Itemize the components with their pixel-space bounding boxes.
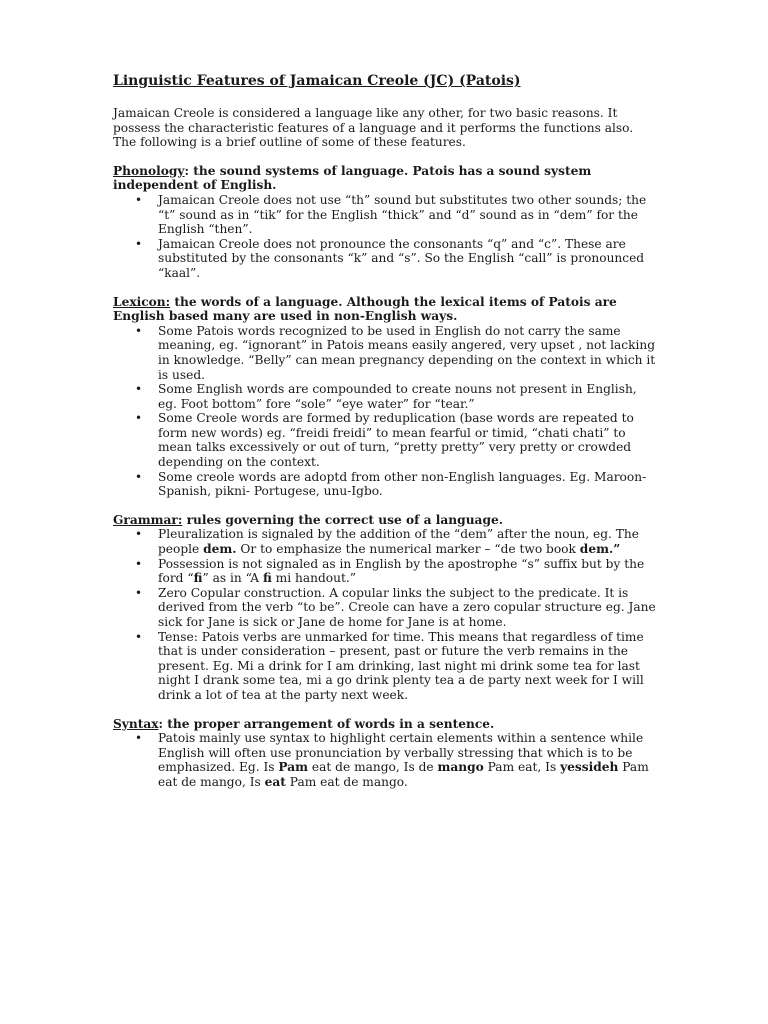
text-run: Pam eat de mango, Is bbox=[158, 760, 649, 789]
bullet-icon: • bbox=[135, 527, 143, 542]
list-item-text: Some Patois words recognized to be used in English do not carry the same meaning, eg. “ignorant” in Patois means easily angered, very upset , not lacking in knowledge. “Belly” can mean pregnancy depending on the context in which it is used. bbox=[158, 323, 656, 382]
lexicon-heading bbox=[113, 295, 658, 324]
list-item-text bbox=[158, 527, 639, 556]
bullet-icon: • bbox=[135, 629, 143, 644]
list-item-text: Some creole words are adoptd from other non-English languages. Eg. Maroon- Spanish, pikni- Portugese, unu-Igbo. bbox=[158, 469, 647, 499]
phonology-term: Phonology bbox=[113, 163, 185, 178]
list-item bbox=[113, 630, 658, 703]
syntax-list bbox=[113, 731, 658, 789]
syntax-section bbox=[113, 717, 658, 790]
syntax-heading bbox=[113, 717, 658, 732]
phonology-heading bbox=[113, 164, 658, 193]
bullet-icon: • bbox=[135, 585, 143, 600]
grammar-list bbox=[113, 527, 658, 702]
emphasis-text: mango bbox=[437, 760, 484, 775]
bullet-icon: • bbox=[135, 382, 143, 397]
intro-paragraph: Jamaican Creole is considered a language like any other, for two basic reasons. It possess the characteristic features of a language and it performs the functions also. The following is a brief outline of some of these features. bbox=[113, 106, 634, 150]
lexicon-definition: the words of a language. Although the lexical items of Patois are English based many are used in non-English ways. bbox=[113, 294, 617, 324]
list-item-text bbox=[158, 557, 644, 586]
emphasis-text: fi bbox=[262, 571, 272, 586]
emphasis-text: Pam bbox=[278, 760, 309, 775]
list-item-text: Some English words are compounded to create nouns not present in English, eg. Foot bottom” fore “sole” “eye water” for “tear.” bbox=[158, 382, 637, 411]
phonology-definition: : the sound systems of language. Patois has a sound system independent of English. bbox=[113, 163, 592, 193]
lexicon-section bbox=[113, 295, 658, 499]
list-item bbox=[113, 731, 658, 789]
bullet-icon: • bbox=[135, 469, 143, 484]
lexicon-term: Lexicon: bbox=[113, 294, 171, 309]
grammar-heading bbox=[113, 513, 658, 528]
list-item bbox=[113, 193, 658, 237]
text-run: Pam eat de mango. bbox=[285, 774, 408, 789]
list-item bbox=[113, 411, 658, 469]
list-item-text bbox=[158, 731, 649, 789]
emphasis-text: yessideh bbox=[560, 760, 619, 775]
bullet-icon: • bbox=[135, 556, 143, 571]
text-run: Patois mainly use syntax to highlight certain elements within a sentence while English will often use pronunciation by verbally stressing that which is to be emphasized. Eg. Is bbox=[158, 731, 644, 775]
list-item-text: Tense: Patois verbs are unmarked for time. This means that regardless of time that is under consideration – present, past or future the verb remains in the present. Eg. Mi a drink for I am drinking, last night mi drink some tea for last night I drank some tea, mi a go drink plenty tea a de party next week for I will drink a lot of tea at the party next week. bbox=[158, 629, 644, 702]
emphasis-text: dem.” bbox=[579, 542, 621, 557]
bullet-icon: • bbox=[135, 411, 143, 426]
syntax-term: Syntax bbox=[113, 716, 159, 731]
grammar-definition: rules governing the correct use of a language. bbox=[182, 512, 503, 527]
lexicon-list bbox=[113, 324, 658, 499]
grammar-section bbox=[113, 513, 658, 703]
document-title: Linguistic Features of Jamaican Creole (JC) (Patois) bbox=[113, 73, 521, 89]
list-item-text: Zero Copular construction. A copular links the subject to the predicate. It is derived from the verb “to be”. Creole can have a zero copular structure eg. Jane sick for Jane is sick or Jane de home for Jane is at home. bbox=[158, 585, 656, 629]
text-run: mi handout.” bbox=[271, 571, 356, 586]
list-item bbox=[113, 586, 658, 630]
text-run: Or to emphasize the numerical marker – “de two book bbox=[236, 542, 580, 557]
list-item bbox=[113, 237, 658, 281]
bullet-icon: • bbox=[135, 236, 143, 251]
list-item bbox=[113, 470, 658, 499]
emphasis-text: dem. bbox=[203, 542, 237, 557]
list-item bbox=[113, 557, 658, 586]
bullet-icon: • bbox=[135, 323, 143, 338]
list-item-text: Jamaican Creole does not use “th” sound but substitutes two other sounds; the “t” sound as in “tik” for the English “thick” and “d” sound as in “dem” for the English “then”. bbox=[158, 192, 647, 237]
text-run: Pleuralization is signaled by the addition of the “dem” after the noun, eg. The people bbox=[158, 527, 639, 557]
text-run: Pam eat, Is bbox=[483, 760, 561, 775]
list-item bbox=[113, 527, 658, 556]
bullet-icon: • bbox=[135, 731, 143, 746]
phonology-section bbox=[113, 164, 658, 281]
phonology-list bbox=[113, 193, 658, 281]
emphasis-text: eat bbox=[264, 774, 286, 789]
list-item-text: Some Creole words are formed by reduplication (base words are repeated to form new words) eg. “freidi freidi” to mean fearful or timid, “chati chati” to mean talks excessively or out of turn, “pretty pretty” very pretty or crowded depending on the context. bbox=[158, 411, 634, 470]
list-item bbox=[113, 382, 658, 411]
text-run: eat de mango, Is de bbox=[308, 760, 438, 775]
list-item-text: Jamaican Creole does not pronounce the consonants “q” and “c”. These are substituted by the consonants “k” and “s”. So the English “call” is pronounced “kaal”. bbox=[158, 236, 645, 280]
text-run: ” as in “A bbox=[202, 571, 263, 586]
list-item bbox=[113, 324, 658, 382]
text-run: Possession is not signaled as in English by the apostrophe “s” suffix but by the ford “ bbox=[158, 556, 645, 586]
syntax-definition: : the proper arrangement of words in a sentence. bbox=[158, 716, 495, 731]
grammar-term: Grammar: bbox=[113, 512, 183, 527]
emphasis-text: fi bbox=[193, 571, 203, 586]
bullet-icon: • bbox=[135, 192, 143, 207]
